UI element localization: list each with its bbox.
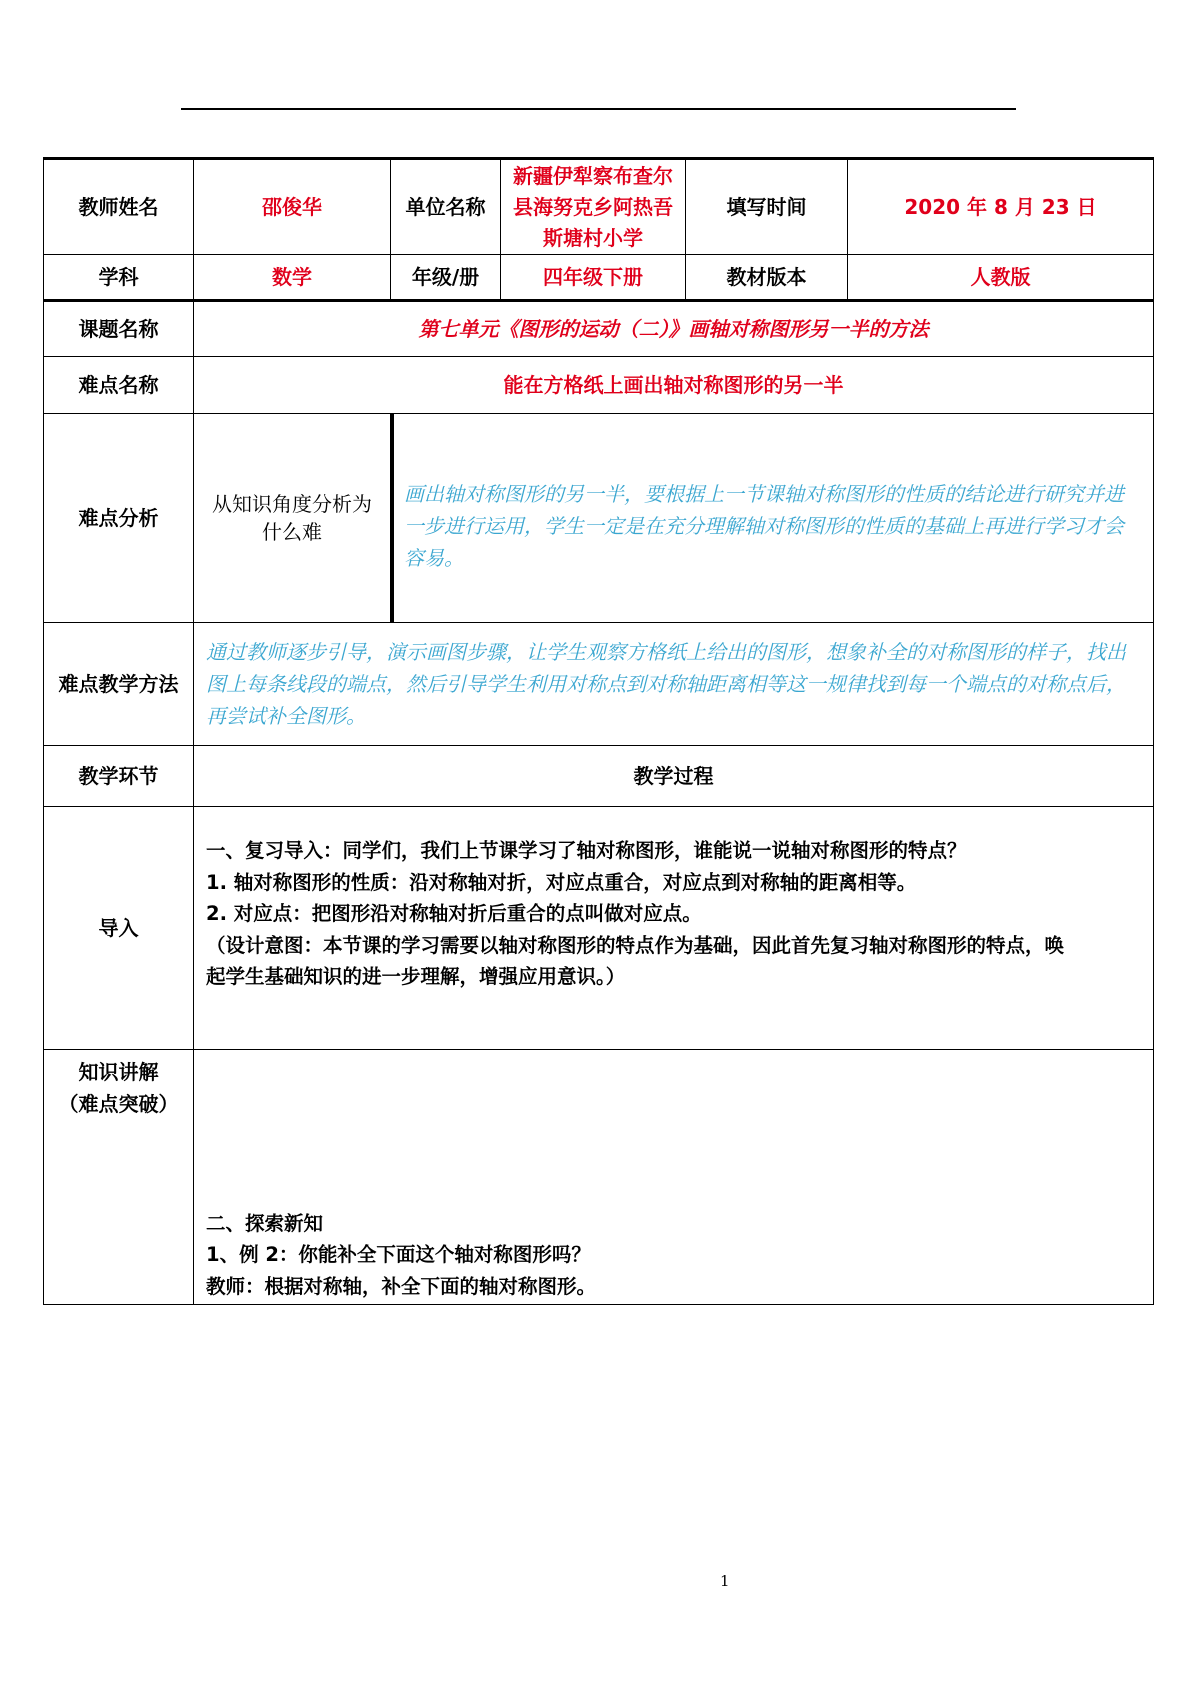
- edition-value: 人教版: [848, 255, 1154, 301]
- teacher-label: 教师姓名: [44, 159, 194, 255]
- knowledge-row: [44, 1050, 1154, 1305]
- knowledge-label-line2: （难点突破）: [58, 1092, 179, 1116]
- intro-content: [194, 835, 1153, 993]
- difficulty-label: 难点名称: [44, 357, 194, 414]
- analysis-inner: [391, 414, 1153, 622]
- date-label: 填写时间: [686, 159, 848, 255]
- info-row-2: [44, 255, 1154, 301]
- intro-line: 2. 对应点：把图形沿对称轴对折后重合的点叫做对应点。: [206, 902, 702, 925]
- process-label: 教学过程: [194, 746, 1154, 807]
- intro-row: [44, 807, 1154, 1050]
- difficulty-row: [44, 357, 1154, 414]
- method-text-cell: [194, 623, 1154, 746]
- intro-line: （设计意图：本节课的学习需要以轴对称图形的特点作为基础，因此首先复习轴对称图形的特点，唤: [206, 933, 1065, 957]
- subject-label: 学科: [44, 255, 194, 301]
- analysis-text: 画出轴对称图形的另一半，要根据上一节课轴对称图形的性质的结论进行研究并进一步进行运用，学生一定是在充分理解轴对称图形的性质的基础上再进行学习才会容易。: [404, 482, 1124, 570]
- method-row: [44, 623, 1154, 746]
- page-number: 1: [720, 1572, 730, 1590]
- unit-value: 新疆伊犁察布查尔县海努克乡阿热吾斯塘村小学: [501, 159, 686, 255]
- edition-label: 教材版本: [686, 255, 848, 301]
- process-header-row: [44, 746, 1154, 807]
- intro-content-cell: [194, 807, 1154, 1050]
- analysis-row: [44, 414, 1154, 623]
- topic-label: 课题名称: [44, 301, 194, 357]
- teacher-value: 邵俊华: [194, 159, 391, 255]
- intro-label: 导入: [44, 807, 194, 1050]
- grade-value: 四年级下册: [501, 255, 686, 301]
- info-row-1: [44, 159, 1154, 255]
- knowledge-content: [194, 1208, 1153, 1303]
- knowledge-line: 教师：根据对称轴，补全下面的轴对称图形。: [206, 1274, 597, 1298]
- topic-row: [44, 301, 1154, 357]
- knowledge-label-line1: 知识讲解: [78, 1060, 159, 1084]
- knowledge-line: 1、例 2：你能补全下面这个轴对称图形吗？: [206, 1243, 591, 1266]
- knowledge-label-cell: [44, 1050, 194, 1305]
- analysis-sub-label: 从知识角度分析为什么难: [194, 414, 391, 623]
- analysis-label: 难点分析: [44, 414, 194, 623]
- stage-label: 教学环节: [44, 746, 194, 807]
- topic-value: 第七单元《图形的运动（二）》画轴对称图形另一半的方法: [194, 301, 1154, 357]
- difficulty-value: 能在方格纸上画出轴对称图形的另一半: [194, 357, 1154, 414]
- grade-label: 年级/册: [391, 255, 501, 301]
- analysis-text-cell: [391, 414, 1154, 623]
- method-text: 通过教师逐步引导，演示画图步骤，让学生观察方格纸上给出的图形，想象补全的对称图形的样子，找出图上每条线段的端点，然后引导学生利用对称点到对称轴距离相等这一规律找到每一个端点的对称点后，再尝试补全图形。: [206, 640, 1126, 728]
- header-rule: [181, 108, 1016, 110]
- intro-line: 1. 轴对称图形的性质：沿对称轴对折，对应点重合，对应点到对称轴的距离相等。: [206, 870, 917, 894]
- knowledge-content-cell: [194, 1050, 1154, 1305]
- unit-label: 单位名称: [391, 159, 501, 255]
- lesson-plan-table: [43, 157, 1154, 1305]
- knowledge-line: 二、探索新知: [206, 1211, 324, 1235]
- subject-value: 数学: [194, 255, 391, 301]
- date-value: 2020 年 8 月 23 日: [848, 159, 1154, 255]
- method-label: 难点教学方法: [44, 623, 194, 746]
- intro-line: 起学生基础知识的进一步理解，增强应用意识。）: [206, 965, 626, 988]
- intro-line: 一、复习导入：同学们，我们上节课学习了轴对称图形，谁能说一说轴对称图形的特点？: [206, 839, 967, 862]
